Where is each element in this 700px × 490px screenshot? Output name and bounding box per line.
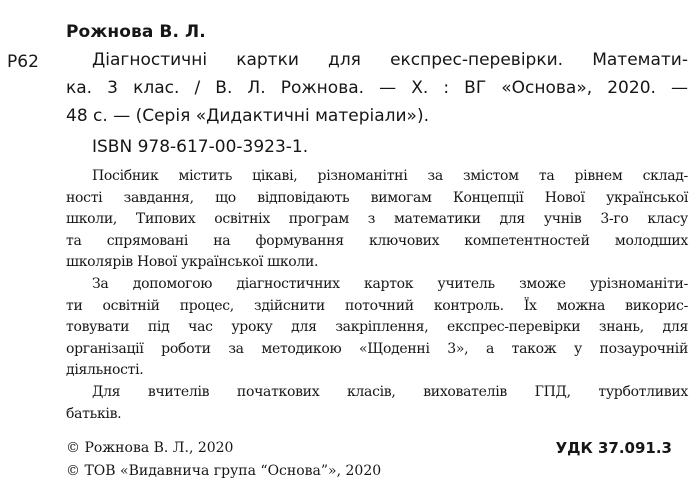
abstract-line: ності завдання, що відповідають вимогам Концепції Нової української xyxy=(66,189,688,206)
abstract-line: За допомогою діагностичних карток учитель зможе урізноманіти- xyxy=(92,275,688,292)
abstract-line: діяльності. xyxy=(66,362,144,379)
copyright-author: © Рожнова В. Л., 2020 xyxy=(66,440,234,456)
isbn-number: ISBN 978-617-00-3923-1. xyxy=(92,137,309,157)
abstract-line: товувати під час уроку для закріплення, експрес-перевірки знань, для xyxy=(66,319,688,336)
abstract-line: школи, Типових освітніх програм з математики для учнів 3-го класу xyxy=(66,211,688,228)
bibliographic-line: 48 с. — (Серія «Дидактичні матеріали»). xyxy=(66,106,429,126)
udc-code: УДК 37.091.3 xyxy=(555,439,672,457)
bibliographic-line: ка. 3 клас. / В. Л. Рожнова. — Х. : ВГ «Основа», 2020. — xyxy=(66,78,688,98)
author-name: Рожнова В. Л. xyxy=(66,22,206,42)
classification-code: Р62 xyxy=(7,52,39,72)
abstract-line: Для вчителів початкових класів, вихователів ГПД, турботливих xyxy=(92,383,688,400)
abstract-line: ти освітній процес, здійснити поточний контроль. Їх можна викорис- xyxy=(66,297,688,314)
abstract-line: батьків. xyxy=(66,405,122,422)
bibliographic-line: Діагностичні картки для експрес-перевірки. Математи- xyxy=(92,50,688,70)
abstract-line: та спрямовані на формування ключових компетентностей молодших xyxy=(66,232,688,249)
copyright-publisher: © ТОВ «Видавнича група “Основа”», 2020 xyxy=(66,463,382,479)
abstract-line: Посібник містить цікаві, різноманітні за змістом та рівнем склад- xyxy=(92,168,688,184)
abstract-line: організації роботи за методикою «Щоденні 3», а також у позаурочній xyxy=(66,340,688,357)
abstract-line: школярів Нової української школи. xyxy=(66,254,319,271)
bibliographic-description xyxy=(66,46,688,130)
copyright-block xyxy=(66,437,381,483)
abstract-text xyxy=(66,166,688,425)
